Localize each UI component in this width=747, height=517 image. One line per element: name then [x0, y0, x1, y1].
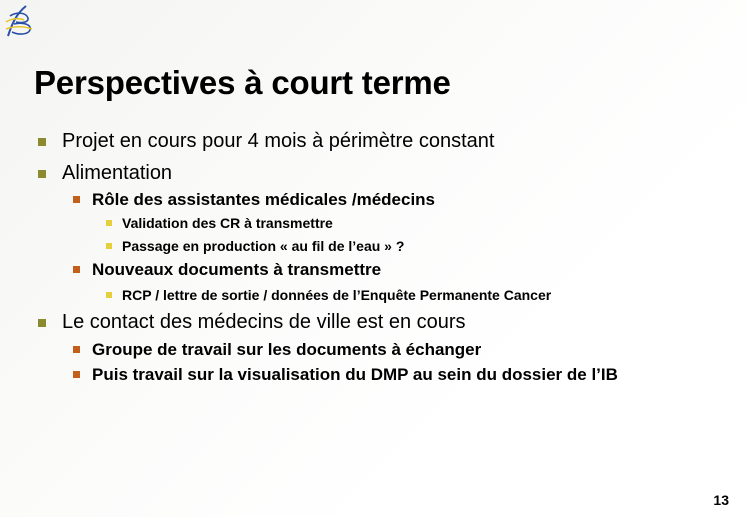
sub-bullet-item [92, 340, 481, 360]
bullet-text: Rôle des assistantes médicales /médecins [92, 190, 436, 209]
bullet-marker-icon [106, 243, 112, 249]
bullet-marker-icon [106, 220, 112, 226]
bullet-text: Groupe de travail sur les documents à échanger [92, 340, 482, 359]
bullet-marker-icon [38, 138, 46, 146]
sub-bullet-item [92, 365, 618, 385]
page-number: 13 [713, 492, 729, 508]
bullet-marker-icon [38, 170, 46, 178]
bullet-marker-icon [73, 196, 80, 203]
sub-bullet-item [92, 190, 435, 210]
sub-sub-bullet-item [122, 238, 404, 254]
sub-sub-bullet-item [122, 287, 551, 303]
bullet-text: Alimentation [62, 162, 173, 184]
slide-title: Perspectives à court terme [34, 64, 451, 101]
bullet-text: Passage en production « au fil de l’eau » ? [122, 238, 405, 254]
bullet-text: Validation des CR à transmettre [122, 215, 333, 231]
bullet-item [62, 162, 172, 185]
bullet-text: RCP / lettre de sortie / données de l’Enquête Permanente Cancer [122, 287, 552, 303]
bullet-marker-icon [73, 266, 80, 273]
bullet-text: Projet en cours pour 4 mois à périmètre constant [62, 130, 495, 152]
bullet-marker-icon [73, 371, 80, 378]
bullet-text: Puis travail sur la visualisation du DMP au sein du dossier de l’IB [92, 365, 618, 384]
bullet-marker-icon [73, 346, 80, 353]
bullet-item [62, 311, 466, 334]
bullet-marker-icon [106, 292, 112, 298]
sub-bullet-item [92, 260, 381, 280]
bullet-text: Nouveaux documents à transmettre [92, 260, 382, 279]
bullet-marker-icon [38, 319, 46, 327]
sub-sub-bullet-item [122, 215, 333, 231]
bullet-text: Le contact des médecins de ville est en cours [62, 311, 466, 333]
bullet-item [62, 130, 494, 153]
